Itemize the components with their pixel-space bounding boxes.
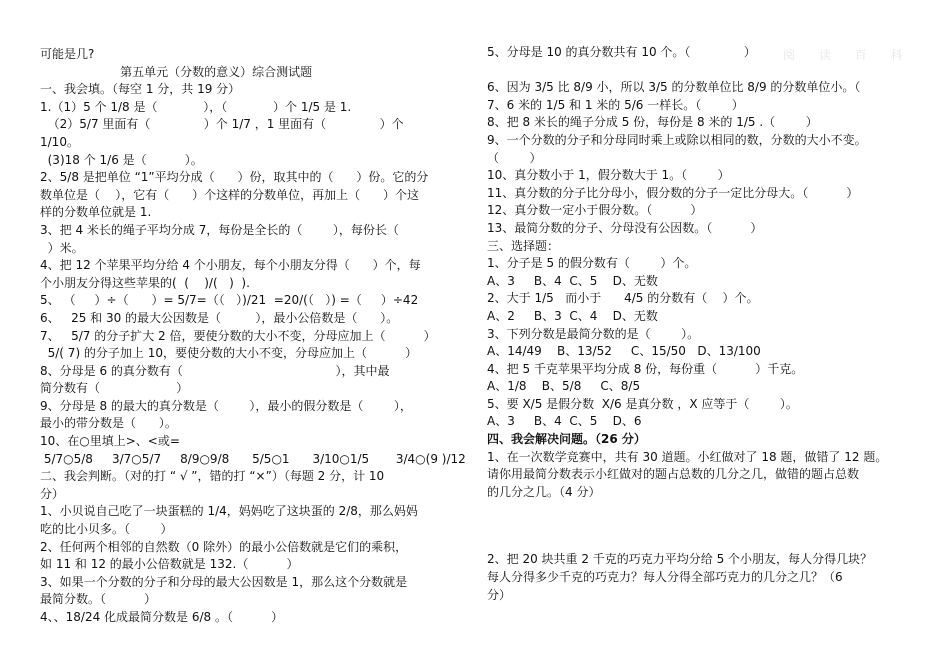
question-line: 吃的比小贝多。（ ）	[40, 522, 173, 537]
question-line: 最简分数。（ ）	[40, 592, 157, 607]
question-line: 1、分子是 5 的假分数有（ ）个。	[487, 256, 697, 271]
question-line: 4、、18/24 化成最简分数是 6/8 。（ ）	[40, 610, 284, 624]
compare-row: 5/7○5/8 3/7○5/7 8/9○9/8 5/5○1 3/10○1/5 3/4○(9 )/12	[40, 451, 466, 466]
answer-space	[487, 501, 917, 551]
question-line: 简分数有（ ）	[40, 381, 189, 396]
question-line: 个小朋友分得这些苹果的( ( )/( ) ).	[40, 275, 250, 290]
question-line: 2、任何两个相邻的自然数（0 除外）的最小公倍数就是它们的乘积，	[40, 539, 408, 554]
section-3-title: 三、选择题：	[487, 238, 560, 253]
section-2-title: 二、我会判断。（对的打 “ √ ”，错的打 “×”）（每题 2 分，计 10	[40, 469, 385, 484]
options-line: A、3 B、4 C、5 D、6	[487, 414, 642, 429]
question-line: 1.（1）5 个 1/8 是（ ），（ ）个 1/5 是 1.	[40, 99, 352, 114]
section-1-title: 一、我会填。（每空 1 分，共 19 分）	[40, 82, 241, 97]
header-note: 可能是几?	[40, 47, 95, 61]
question-line: 12、真分数一定小于假分数。（ ）	[487, 203, 703, 218]
question-line: 9、分母是 8 的最大的真分数是（ ），最小的假分数是（ ），	[40, 398, 412, 413]
options-line: A、3 B、4 C、5 D、无数	[487, 273, 658, 288]
problem-2-line: 2、把 20 块共重 2 千克的巧克力平均分给 5 个小朋友，每人分得几块？	[487, 552, 873, 567]
question-line: 1、小贝说自己吃了一块蛋糕的 1/4，妈妈吃了这块蛋的 2/8，那么妈妈	[40, 504, 418, 519]
question-line: ）米。	[40, 240, 84, 255]
problem-1-line: 的几分之几。（4 分）	[487, 484, 601, 499]
options-line: A、1/8 B、5/8 C、8/5	[487, 379, 641, 394]
options-line: A、14/49 B、13/52 C、15/50 D、13/100	[487, 344, 761, 359]
question-line: 数单位是（ ），它有（ ）个这样的分数单位，再加上（ ）个这	[40, 187, 420, 202]
question-line: 11、真分数的分子比分母小，假分数的分子一定比分母大。（ ）	[487, 185, 859, 200]
question-line: 6、 25 和 30 的最大公因数是（ ），最小公倍数是（ ）。	[40, 310, 399, 325]
question-line: 5、分母是 10 的真分数共有 10 个。（ ）	[487, 45, 756, 59]
question-line: （2）5/7 里面有（ ）个 1/7 ，1 里面有（ ）个	[40, 117, 404, 132]
question-line: 5、要 X/5 是假分数 X/6 是真分数 ，X 应等于（ ）。	[487, 396, 798, 411]
question-line: 2、大于 1/5 而小于 4/5 的分数有（ ）个。	[487, 291, 759, 306]
question-line: 4、把 5 千克苹果平均分成 8 份，每份重（ ）千克。	[487, 361, 804, 376]
question-line: 9、一个分数的分子和分母同时乘上或除以相同的数，分数的大小不变。	[487, 132, 867, 147]
question-line: 3、把 4 米长的绳子平均分成 7，每份是全长的（ ），每份长（	[40, 222, 399, 237]
problem-1-line: 请你用最简分数表示小红做对的题占总数的几分之几，做错的题占总数	[487, 467, 860, 482]
question-line: 2、5/8 是把单位 “1”平均分成（ ）份，取其中的（ ）份。它的分	[40, 170, 429, 185]
problem-2-line: 分）	[487, 587, 512, 602]
question-line: 5、 （ ）÷（ ）= 5/7=（（ ）)/21 =20/(（ ）) =（ ）÷42	[40, 293, 419, 308]
right-column	[487, 44, 917, 604]
question-line: 1/10。	[40, 134, 79, 149]
options-line: A、2 B、3 C、4 D、无数	[487, 308, 658, 323]
question-line: 6、因为 3/5 比 8/9 小，所以 3/5 的分数单位比 8/9 的分数单位小。（	[487, 80, 861, 95]
question-line: 10、真分数小于 1，假分数大于 1。（ ）	[487, 168, 730, 183]
page-title: 第五单元（分数的意义）综合测试题	[40, 64, 313, 79]
question-line: 如 11 和 12 的最小公倍数就是 132.（ ）	[40, 557, 299, 572]
question-line: (3)18 个 1/6 是（ ）。	[40, 152, 203, 167]
question-line: 7、6 米的 1/5 和 1 米的 5/6 一样长。（ ）	[487, 97, 744, 112]
question-line: 7、 5/7 的分子扩大 2 倍，要使分数的大小不变，分母应加上（ ）	[40, 328, 436, 343]
section-4-title: 四、我会解决问题。（26 分）	[487, 432, 646, 447]
watermark: 阅 读 百 科	[783, 48, 913, 62]
problem-1-line: 1、在一次数学竞赛中，共有 30 道题。小红做对了 18 题，做错了 12 题。	[487, 449, 888, 464]
question-line: 8、分母是 6 的真分数有（ ），其中最	[40, 363, 390, 378]
question-line: 10、在○里填上>、<或=	[40, 434, 180, 449]
question-line: 5/( 7) 的分子加上 10，要使分数的大小不变，分母应加上（ ）	[40, 346, 418, 361]
question-line: 13、最简分数的分子、分母没有公因数。（ ）	[487, 220, 763, 235]
question-line: 8、把 8 米长的绳子分成 5 份，每份是 8 米的 1/5 .（ ）	[487, 115, 818, 130]
question-line: 样的分数单位就是 1.	[40, 205, 152, 220]
question-line: 最小的带分数是（ ）。	[40, 416, 177, 431]
question-line: 3、如果一个分数的分子和分母的最大公因数是 1，那么这个分数就是	[40, 574, 408, 589]
question-line: （ ）	[487, 150, 542, 165]
left-column	[40, 46, 464, 627]
blank-line	[487, 62, 917, 80]
section-2-title-cont: 分）	[40, 486, 65, 501]
problem-2-line: 每人分得多少千克的巧克力？每人分得全部巧克力的几分之几？（6	[487, 570, 843, 585]
question-line: 3、下列分数是最简分数的是（ ）。	[487, 326, 700, 341]
question-line: 4、把 12 个苹果平均分给 4 个小朋友，每个小朋友分得（ ）个，每	[40, 258, 421, 273]
